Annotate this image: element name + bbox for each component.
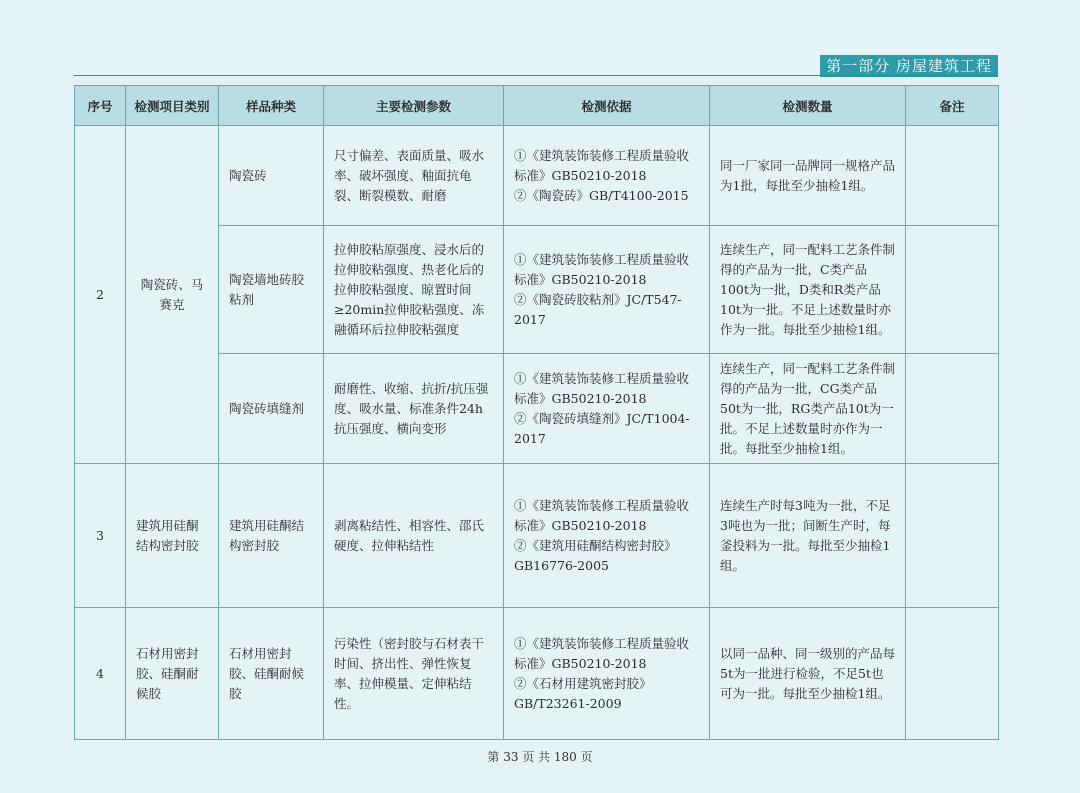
table-row bbox=[75, 126, 999, 226]
row-basis bbox=[504, 226, 710, 354]
table-row bbox=[75, 464, 999, 608]
header-divider bbox=[74, 75, 998, 76]
row-quantity: 连续生产时每3吨为一批，不足3吨也为一批；间断生产时，每釜投料为一批。每批至少抽检1组。 bbox=[710, 464, 906, 608]
row-category: 建筑用硅酮结构密封胶 bbox=[126, 464, 219, 608]
col-header-quantity: 检测数量 bbox=[710, 86, 906, 126]
row-sample: 陶瓷墙地砖胶粘剂 bbox=[219, 226, 324, 354]
row-sample: 建筑用硅酮结构密封胶 bbox=[219, 464, 324, 608]
inspection-table bbox=[74, 85, 999, 740]
basis-item: ①《建筑装饰装修工程质量验收标准》GB50210-2018 bbox=[514, 370, 690, 406]
row-number: 3 bbox=[75, 464, 126, 608]
row-sample: 石材用密封胶、硅酮耐候胶 bbox=[219, 608, 324, 740]
row-params: 剥离粘结性、相容性、邵氏硬度、拉伸粘结性 bbox=[324, 464, 504, 608]
row-params: 污染性（密封胶与石材表干时间、挤出性、弹性恢复率、拉伸模量、定伸粘结性。 bbox=[324, 608, 504, 740]
col-header-basis: 检测依据 bbox=[504, 86, 710, 126]
col-header-remark: 备注 bbox=[906, 86, 999, 126]
row-params: 耐磨性、收缩、抗折/抗压强度、吸水量、标准条件24h抗压强度、横向变形 bbox=[324, 354, 504, 464]
row-params: 尺寸偏差、表面质量、吸水率、破坏强度、釉面抗龟裂、断裂模数、耐磨 bbox=[324, 126, 504, 226]
basis-item: ①《建筑装饰装修工程质量验收标准》GB50210-2018 bbox=[514, 635, 690, 671]
col-header-sample: 样品种类 bbox=[219, 86, 324, 126]
col-header-params: 主要检测参数 bbox=[324, 86, 504, 126]
basis-item: ①《建筑装饰装修工程质量验收标准》GB50210-2018 bbox=[514, 147, 690, 183]
basis-item: ①《建筑装饰装修工程质量验收标准》GB50210-2018 bbox=[514, 497, 690, 533]
row-params: 拉伸胶粘原强度、浸水后的拉伸胶粘强度、热老化后的拉伸胶粘强度、晾置时间≥20min拉伸胶粘强度、冻融循环后拉伸胶粘强度 bbox=[324, 226, 504, 354]
row-remark bbox=[906, 608, 999, 740]
basis-item: ②《建筑用硅酮结构密封胶》GB16776-2005 bbox=[514, 537, 677, 573]
row-remark bbox=[906, 126, 999, 226]
row-number: 4 bbox=[75, 608, 126, 740]
row-category: 石材用密封胶、硅酮耐候胶 bbox=[126, 608, 219, 740]
row-remark bbox=[906, 464, 999, 608]
row-quantity: 同一厂家同一品牌同一规格产品为1批，每批至少抽检1组。 bbox=[710, 126, 906, 226]
table-row bbox=[75, 608, 999, 740]
row-basis bbox=[504, 126, 710, 226]
row-quantity: 以同一品种、同一级别的产品每5t为一批进行检验，不足5t也可为一批。每批至少抽检1组。 bbox=[710, 608, 906, 740]
row-sample: 陶瓷砖填缝剂 bbox=[219, 354, 324, 464]
row-basis bbox=[504, 464, 710, 608]
table-header-row bbox=[75, 86, 999, 126]
col-header-category: 检测项目类别 bbox=[126, 86, 219, 126]
row-basis bbox=[504, 608, 710, 740]
page-number: 第 33 页 共 180 页 bbox=[487, 750, 593, 764]
basis-item: ②《陶瓷砖》GB/T4100-2015 bbox=[514, 187, 689, 203]
basis-item: ②《陶瓷砖胶粘剂》JC/T547-2017 bbox=[514, 291, 682, 327]
col-header-no: 序号 bbox=[75, 86, 126, 126]
row-basis bbox=[504, 354, 710, 464]
basis-item: ②《陶瓷砖填缝剂》JC/T1004-2017 bbox=[514, 410, 690, 446]
row-number: 2 bbox=[75, 126, 126, 464]
basis-item: ①《建筑装饰装修工程质量验收标准》GB50210-2018 bbox=[514, 251, 690, 287]
row-quantity: 连续生产，同一配料工艺条件制得的产品为一批，C类产品100t为一批，D类和R类产品10t为一批。不足上述数量时亦作为一批。每批至少抽检1组。 bbox=[710, 226, 906, 354]
row-remark bbox=[906, 226, 999, 354]
row-quantity: 连续生产，同一配料工艺条件制得的产品为一批，CG类产品50t为一批，RG类产品10t为一批。不足上述数量时亦作为一批。每批至少抽检1组。 bbox=[710, 354, 906, 464]
section-title: 第一部分 房屋建筑工程 bbox=[820, 55, 998, 77]
row-category: 陶瓷砖、马赛克 bbox=[126, 126, 219, 464]
row-sample: 陶瓷砖 bbox=[219, 126, 324, 226]
basis-item: ②《石材用建筑密封胶》GB/T23261-2009 bbox=[514, 675, 652, 711]
row-remark bbox=[906, 354, 999, 464]
